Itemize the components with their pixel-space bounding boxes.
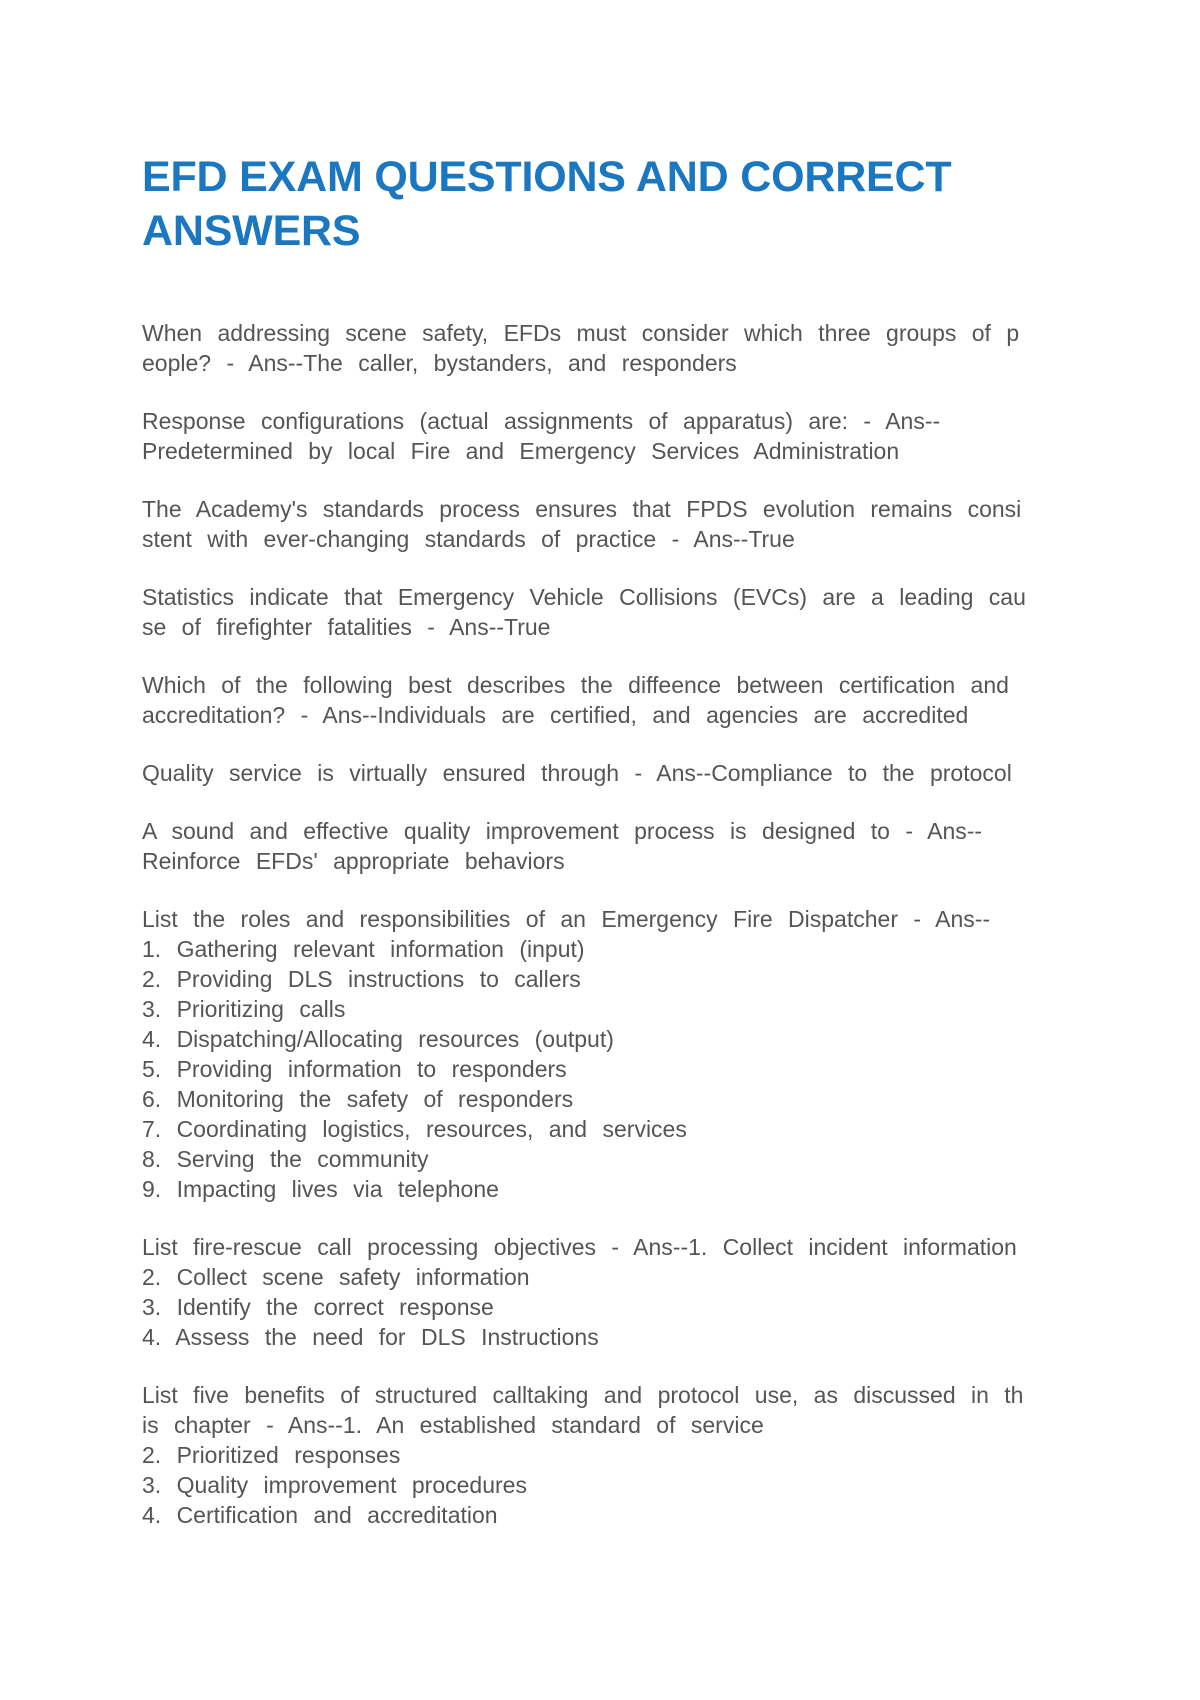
qa-line: 2. Providing DLS instructions to callers bbox=[142, 966, 581, 992]
qa-line: 4. Dispatching/Allocating resources (output) bbox=[142, 1026, 614, 1052]
qa-line: 1. Gathering relevant information (input) bbox=[142, 936, 585, 962]
qa-line: 2. Prioritized responses bbox=[142, 1442, 401, 1468]
qa-line: When addressing scene safety, EFDs must consider which three groups of p bbox=[142, 320, 1020, 346]
qa-line: se of firefighter fatalities - Ans--True bbox=[142, 614, 551, 640]
qa-item bbox=[142, 904, 1062, 1204]
qa-line: 3. Prioritizing calls bbox=[142, 996, 346, 1022]
qa-line: 2. Collect scene safety information bbox=[142, 1264, 530, 1290]
qa-line: is chapter - Ans--1. An established standard of service bbox=[142, 1412, 764, 1438]
title-line-1: EFD EXAM QUESTIONS AND CORRECT bbox=[142, 153, 952, 201]
document-title bbox=[142, 150, 1062, 258]
qa-line: stent with ever-changing standards of practice - Ans--True bbox=[142, 526, 795, 552]
qa-line: 3. Quality improvement procedures bbox=[142, 1472, 527, 1498]
qa-line: Quality service is virtually ensured through - Ans--Compliance to the protocol bbox=[142, 760, 1012, 786]
qa-line: 9. Impacting lives via telephone bbox=[142, 1176, 499, 1202]
qa-line: The Academy's standards process ensures that FPDS evolution remains consi bbox=[142, 496, 1022, 522]
qa-line: Predetermined by local Fire and Emergency Services Administration bbox=[142, 438, 900, 464]
qa-item bbox=[142, 758, 1062, 788]
qa-line: 6. Monitoring the safety of responders bbox=[142, 1086, 574, 1112]
qa-item bbox=[142, 816, 1062, 876]
qa-item bbox=[142, 1380, 1062, 1530]
qa-line: accreditation? - Ans--Individuals are certified, and agencies are accredited bbox=[142, 702, 969, 728]
qa-line: Which of the following best describes the diffeence between certification and bbox=[142, 672, 1009, 698]
qa-item bbox=[142, 1232, 1062, 1352]
qa-line: eople? - Ans--The caller, bystanders, and responders bbox=[142, 350, 737, 376]
qa-line: 3. Identify the correct response bbox=[142, 1294, 494, 1320]
qa-line: 4. Assess the need for DLS Instructions bbox=[142, 1324, 599, 1350]
document-page bbox=[142, 150, 1062, 1558]
qa-item bbox=[142, 406, 1062, 466]
qa-item bbox=[142, 318, 1062, 378]
qa-line: List the roles and responsibilities of an Emergency Fire Dispatcher - Ans-- bbox=[142, 906, 991, 932]
qa-list bbox=[142, 318, 1062, 1530]
qa-line: Statistics indicate that Emergency Vehicle Collisions (EVCs) are a leading cau bbox=[142, 584, 1026, 610]
qa-line: 8. Serving the community bbox=[142, 1146, 429, 1172]
title-line-2: ANSWERS bbox=[142, 207, 361, 255]
qa-line: 7. Coordinating logistics, resources, and services bbox=[142, 1116, 687, 1142]
qa-line: Reinforce EFDs' appropriate behaviors bbox=[142, 848, 565, 874]
qa-line: 5. Providing information to responders bbox=[142, 1056, 567, 1082]
qa-item bbox=[142, 582, 1062, 642]
qa-line: List fire-rescue call processing objectives - Ans--1. Collect incident information bbox=[142, 1234, 1017, 1260]
qa-item bbox=[142, 494, 1062, 554]
qa-line: A sound and effective quality improvement process is designed to - Ans-- bbox=[142, 818, 983, 844]
qa-line: List five benefits of structured calltaking and protocol use, as discussed in th bbox=[142, 1382, 1024, 1408]
qa-line: Response configurations (actual assignments of apparatus) are: - Ans-- bbox=[142, 408, 941, 434]
qa-item bbox=[142, 670, 1062, 730]
qa-line: 4. Certification and accreditation bbox=[142, 1502, 498, 1528]
